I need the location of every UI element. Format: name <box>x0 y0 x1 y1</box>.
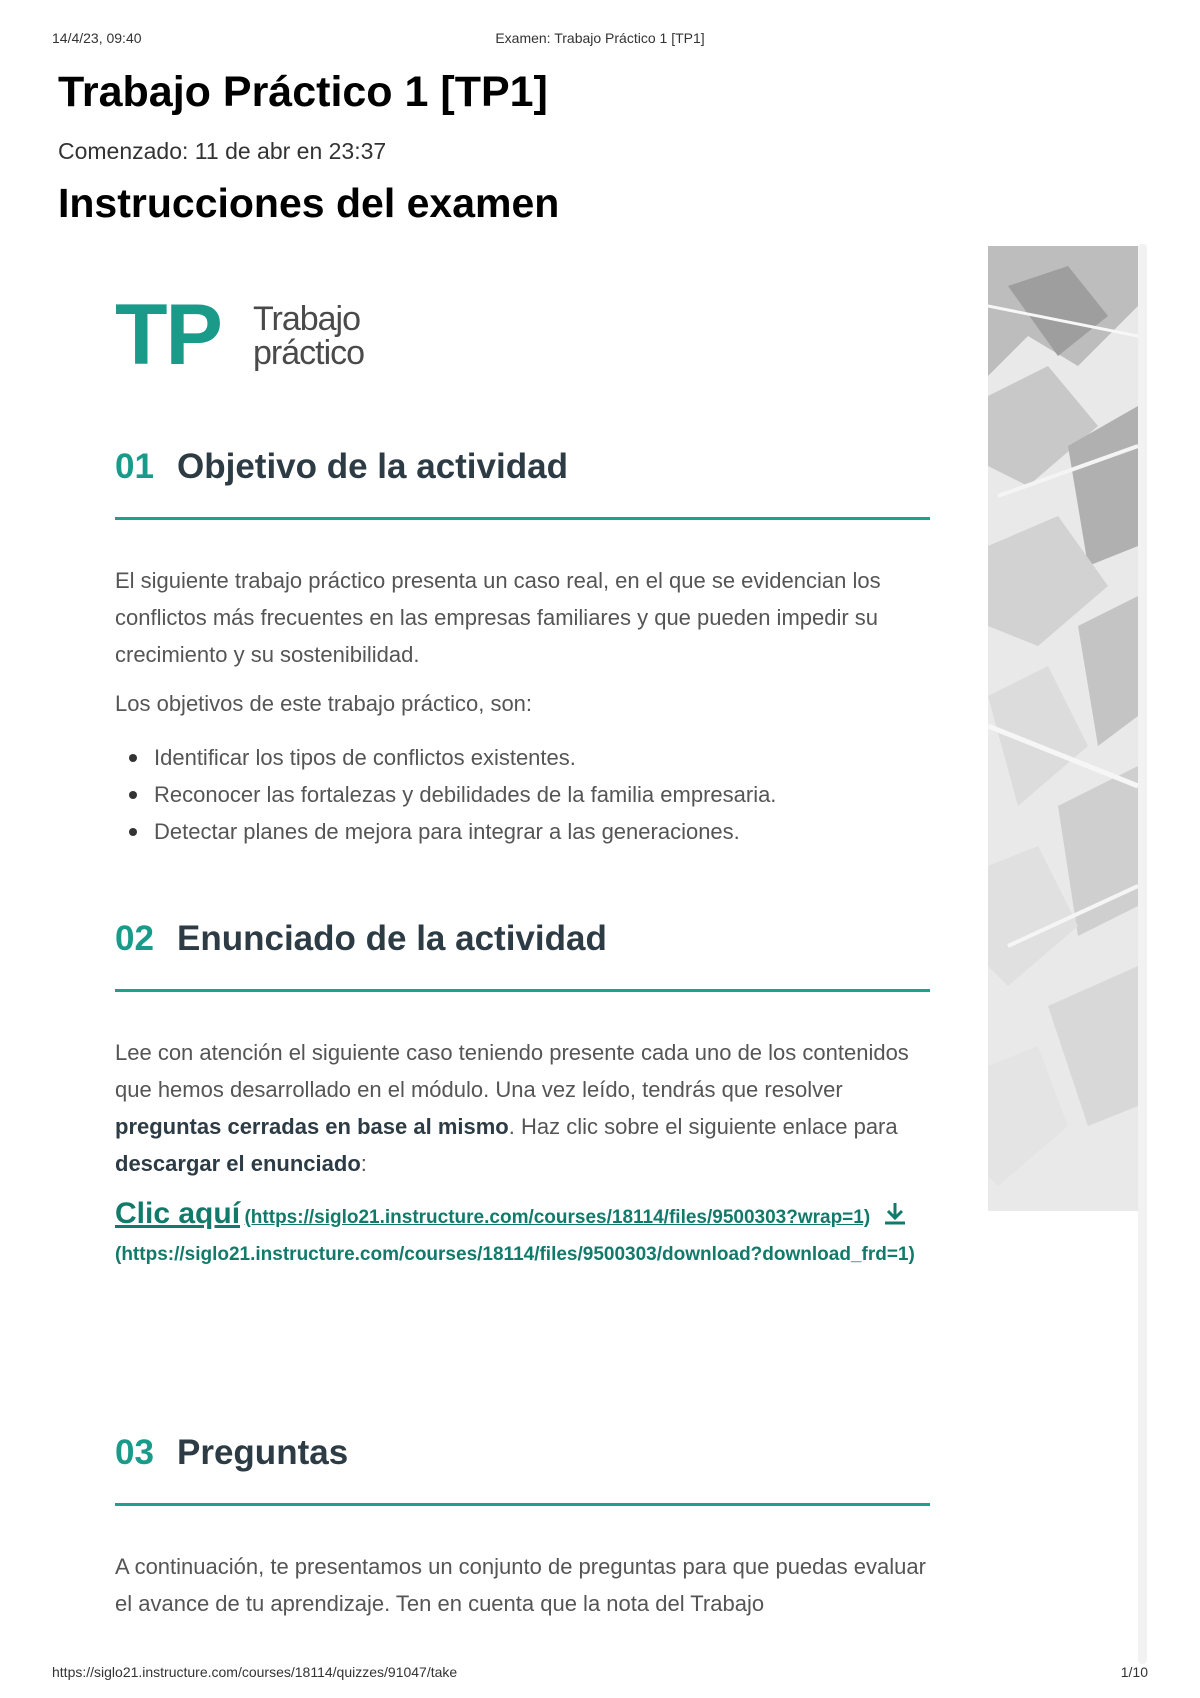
list-item: Reconocer las fortalezas y debilidades de la familia empresaria. <box>115 776 930 813</box>
print-page-number: 1/10 <box>1120 1664 1148 1680</box>
questions-paragraph: A continuación, te presentamos un conjunto de preguntas para que puedas evaluar el avance de tu aprendizaje. Ten en cuenta que la nota del Trabajo <box>115 1554 926 1616</box>
statement-paragraph <box>115 1034 930 1182</box>
decorative-building-image <box>988 246 1138 1211</box>
statement-bold-text: descargar el enunciado <box>115 1151 361 1176</box>
section-title: Enunciado de la actividad <box>177 919 607 958</box>
file-link-url[interactable]: (https://siglo21.instructure.com/courses/18114/files/9500303?wrap=1) <box>244 1207 871 1228</box>
statement-bold-text: preguntas cerradas en base al mismo <box>115 1114 509 1139</box>
tp-logo-word-2: práctico <box>253 334 365 372</box>
section-03-heading <box>115 1431 930 1511</box>
objectives-intro: Los objetivos de este trabajo práctico, son: <box>115 691 533 716</box>
section-divider <box>115 989 930 992</box>
statement-text: Lee con atención el siguiente caso teniendo presente cada uno de los contenidos que hemos desarrollado en el módulo. Una vez leído, tendrás que resolver <box>115 1040 909 1102</box>
section-02-heading <box>115 917 930 997</box>
list-item: Detectar planes de mejora para integrar a las generaciones. <box>115 813 930 850</box>
instructions-heading: Instrucciones del examen <box>58 180 560 226</box>
clic-aqui-link[interactable]: Clic aquí <box>115 1197 241 1230</box>
page-scrollbar[interactable] <box>1138 244 1147 1664</box>
statement-text: : <box>360 1151 367 1176</box>
tp-logo-mark: TP <box>115 287 221 383</box>
print-page-title: Examen: Trabajo Práctico 1 [TP1] <box>495 30 705 46</box>
print-header <box>52 30 1148 50</box>
quiz-started-time: Comenzado: 11 de abr en 23:37 <box>58 138 387 164</box>
section-number: 03 <box>115 1433 154 1472</box>
section-title: Objetivo de la actividad <box>177 447 568 486</box>
tp-logo-word-1: Trabajo <box>253 300 361 338</box>
download-icon[interactable] <box>881 1201 909 1227</box>
print-datetime: 14/4/23, 09:40 <box>52 30 142 46</box>
section-divider <box>115 1503 930 1506</box>
download-link-url[interactable]: (https://siglo21.instructure.com/courses/18114/files/9500303/download?download_frd=1) <box>115 1244 915 1265</box>
list-item: Identificar los tipos de conflictos existentes. <box>115 739 930 776</box>
section-number: 02 <box>115 919 154 958</box>
objective-paragraph: El siguiente trabajo práctico presenta un caso real, en el que se evidencian los conflictos más frecuentes en las empresas familiares y que pueden impedir su crecimiento y su sostenibilidad. <box>115 568 881 667</box>
tp-logo <box>115 287 515 383</box>
quiz-title: Trabajo Práctico 1 [TP1] <box>58 68 548 116</box>
print-footer <box>52 1664 1148 1684</box>
download-links <box>115 1195 930 1273</box>
statement-text: . Haz clic sobre el siguiente enlace para <box>508 1114 898 1139</box>
section-number: 01 <box>115 447 154 486</box>
section-divider <box>115 517 930 520</box>
section-title: Preguntas <box>177 1433 349 1472</box>
section-01-heading <box>115 445 930 525</box>
print-url: https://siglo21.instructure.com/courses/18114/quizzes/91047/take <box>52 1664 458 1680</box>
objectives-list <box>115 739 930 850</box>
